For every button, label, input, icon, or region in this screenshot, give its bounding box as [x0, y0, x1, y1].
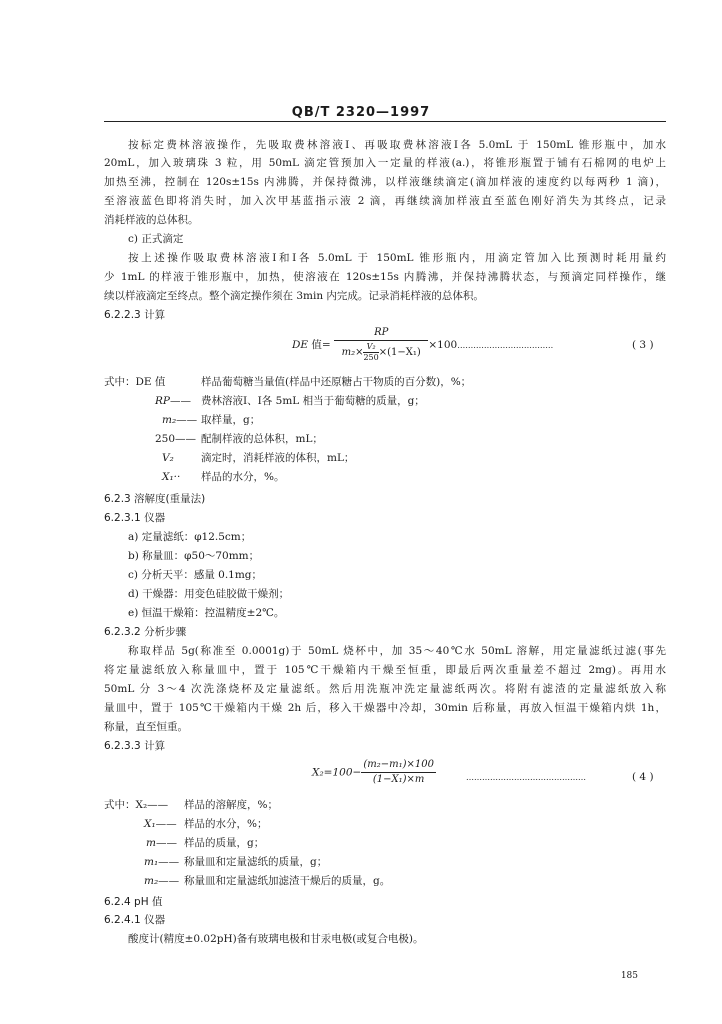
where1-desc-3: 取样量，g；: [201, 414, 261, 426]
eq3-dots: ………………………………: [457, 341, 554, 350]
instrument-item-c: c) 分析天平：感量 0.1mg；: [128, 569, 263, 581]
eq3-den-frac-num: V₂: [363, 343, 378, 353]
para1-line-4: 至溶液蓝色即将消失时，加入次甲基蓝指示液 2 滴，再继续滴加样液直至蓝色刚好消失为其终点，记录: [104, 195, 666, 207]
page-number: 185: [620, 971, 638, 981]
equation-3: [292, 328, 553, 362]
section-6-2-3-2: 6.2.3.2 分析步骤: [104, 626, 187, 638]
eq4-number: ( 4 ): [632, 771, 654, 783]
para1-line-3: 加热至沸，控制在 120s±15s 内沸腾，并保持微沸，以样液继续滴定(滴加样液的速度约以每两秒 1 滴)，: [104, 176, 666, 188]
where1-desc-1: 样品葡萄糖当量值(样品中还原糖占干物质的百分数)，%；: [201, 376, 472, 388]
eq3-lhs: DE: [292, 339, 309, 351]
section-6-2-3-1: 6.2.3.1 仪器: [104, 512, 166, 524]
instrument-item-b: b) 称量皿：φ50～70mm；: [128, 550, 260, 562]
para3-line-1: 称取样品 5g(称准至 0.0001g)于 50mL 烧杯中，加 35～40℃水 50mL 溶解，用定量滤纸过滤(事先: [128, 645, 666, 657]
para1-line-5: 消耗样液的总体积。: [104, 214, 199, 226]
para2-line-1: 按上述操作吸取费林溶液Ⅰ和Ⅰ各 5.0mL 于 150mL 锥形瓶内，用滴定管加入比预测时耗用量约: [128, 252, 666, 264]
where2-desc-5: 称量皿和定量滤纸加滤渣干燥后的质量，g。: [184, 875, 391, 887]
eq3-den-frac-den: 250: [363, 353, 379, 362]
where2-desc-1: 样品的溶解度，%；: [184, 799, 278, 811]
where1-sym-5: V₂: [162, 452, 174, 464]
para3-line-4: 量皿中，置于 105℃干燥箱内干燥 2h 后，移入干燥器中冷却，30min 后称量，再放入恒温干燥箱内烘 1h，: [104, 702, 666, 714]
header-rule: [104, 121, 666, 122]
where2-desc-3: 样品的质量，g；: [184, 837, 265, 849]
instrument-item-e: e) 恒温干燥箱：控温精度±2℃。: [128, 607, 285, 619]
eq3-tail: ×100: [428, 339, 458, 351]
para3-line-5: 称量，直至恒重。: [104, 721, 188, 733]
where2-desc-2: 样品的水分，%；: [184, 818, 268, 830]
eq3-denominator: [334, 341, 428, 362]
where2-sym-1: 式中：X₂——: [104, 799, 169, 811]
where1-sym-2: RP——: [155, 395, 191, 407]
eq4-lhs: X₂=100−: [312, 766, 362, 779]
instrument-item-d: d) 干燥器：用变色硅胶做干燥剂；: [128, 588, 290, 600]
where1-sym-1: 式中：DE 值: [104, 376, 166, 388]
eq3-number: ( 3 ): [632, 339, 654, 351]
para1-line-1: 按标定费林溶液操作，先吸取费林溶液Ⅰ、再吸取费林溶液Ⅰ各 5.0mL 于 150mL 锥形瓶中，加水: [128, 139, 666, 151]
section-6-2-4: 6.2.4 pH 值: [104, 896, 163, 908]
standard-header: QB/T 2320—1997: [291, 105, 431, 120]
eq3-den-left: m₂×: [341, 347, 364, 358]
instrument-item-a: a) 定量滤纸：φ12.5cm；: [128, 531, 252, 543]
where1-sym-3: m₂——: [162, 414, 198, 426]
where2-desc-4: 称量皿和定量滤纸的质量，g；: [184, 856, 328, 868]
equation-4: [312, 760, 436, 785]
where2-sym-4: m₁——: [144, 856, 180, 868]
para3-line-3: 50mL 分 3～4 次洗涤烧杯及定量滤纸。然后用洗瓶冲洗定量滤纸两次。将附有滤渣的定量滤纸放入称: [104, 683, 666, 695]
where1-desc-5: 滴定时，消耗样液的体积，mL；: [201, 452, 355, 464]
section-6-2-4-1: 6.2.4.1 仪器: [104, 914, 166, 926]
where2-sym-2: X₁——: [144, 818, 177, 830]
para2-line-3: 续以样液滴定至终点。整个滴定操作须在 3min 内完成。记录消耗样液的总体积。: [104, 290, 484, 302]
para2-line-2: 少 1mL 的样液于锥形瓶中，加热，使溶液在 120s±15s 内腾沸，并保持沸腾状态，与预滴定同样操作，继: [104, 271, 666, 283]
eq3-lhs-tail: 值=: [308, 339, 331, 351]
eq4-denominator: (1−X₁)×m: [372, 774, 425, 785]
section-6-2-3-3: 6.2.3.3 计算: [104, 740, 166, 752]
eq4-numerator: (m₂−m₁)×100: [361, 760, 436, 773]
eq3-numerator: RP: [334, 328, 428, 341]
where2-sym-5: m₂——: [144, 875, 180, 887]
where1-desc-2: 费林溶液Ⅰ、Ⅰ各 5mL 相当于葡萄糖的质量，g；: [201, 395, 425, 407]
where1-desc-4: 配制样液的总体积，mL；: [201, 433, 323, 445]
eq3-fraction: [334, 328, 428, 362]
eq4-fraction: [361, 760, 436, 785]
para1-line-2: 20mL，加入玻璃珠 3 粒，用 50mL 滴定管预加入一定量的样液(a.)，将锥形瓶置于铺有石棉网的电炉上: [104, 157, 666, 169]
eq4-dots: ………………………………………: [466, 773, 586, 782]
para3-line-2: 将定量滤纸放入称量皿中，置于 105℃干燥箱内干燥至恒重，即最后两次重量差不超过 2mg)。再用水: [104, 664, 666, 676]
para4: 酸度计(精度±0.02pH)备有玻璃电极和甘汞电极(或复合电极)。: [128, 933, 424, 945]
where2-sym-3: m——: [146, 837, 177, 849]
section-6-2-2-3: 6.2.2.3 计算: [104, 309, 166, 321]
eq3-den-right: ×(1−X₁): [378, 347, 421, 358]
where1-sym-4: 250——: [155, 433, 197, 445]
where1-sym-6: X₁··: [162, 471, 181, 483]
where1-desc-6: 样品的水分，%。: [201, 471, 285, 483]
section-6-2-3: 6.2.3 溶解度(重量法): [104, 493, 206, 505]
eq3-den-fraction: [363, 343, 378, 362]
subsection-c-title: c) 正式滴定: [128, 233, 184, 245]
